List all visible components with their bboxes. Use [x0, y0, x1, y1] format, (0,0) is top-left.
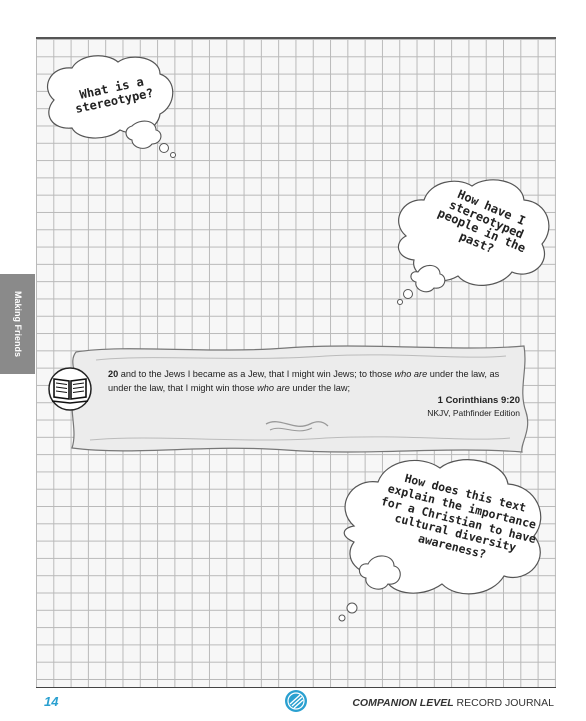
verse-number: 20: [108, 369, 119, 379]
bible-verse: [108, 368, 520, 396]
book-icon: [42, 365, 98, 411]
footer-title: [352, 697, 554, 709]
bubble-question-1: What is a stereotype?: [73, 74, 155, 116]
verse-text-3: under the law;: [289, 382, 351, 393]
verse-text-2: under the law, as under the law, that I might win those: [108, 369, 500, 393]
verse-italic-2: who are: [257, 382, 290, 393]
page-number: 14: [44, 694, 59, 709]
verse-text-1: and to the Jews I became as a Jew, that I might win Jews; to those: [118, 369, 395, 379]
verse-italic-1: who are: [394, 369, 428, 379]
footer-level: COMPANION LEVEL: [352, 697, 454, 709]
bubble-question-2: How have I stereotyped people in the past?: [435, 186, 528, 256]
footer-journal: RECORD JOURNAL: [453, 697, 554, 709]
bubble-question-3: How does this text explain the importance for a Christian to have cultural diversity awareness?: [379, 470, 538, 562]
verse-edition: NKJV, Pathfinder Edition: [427, 408, 520, 418]
section-tab: [0, 274, 35, 374]
verse-reference: 1 Corinthians 9:20: [437, 395, 520, 406]
footer-rule: [36, 687, 556, 688]
section-tab-label: Making Friends: [12, 290, 23, 358]
pathfinder-logo-icon: [284, 689, 308, 713]
